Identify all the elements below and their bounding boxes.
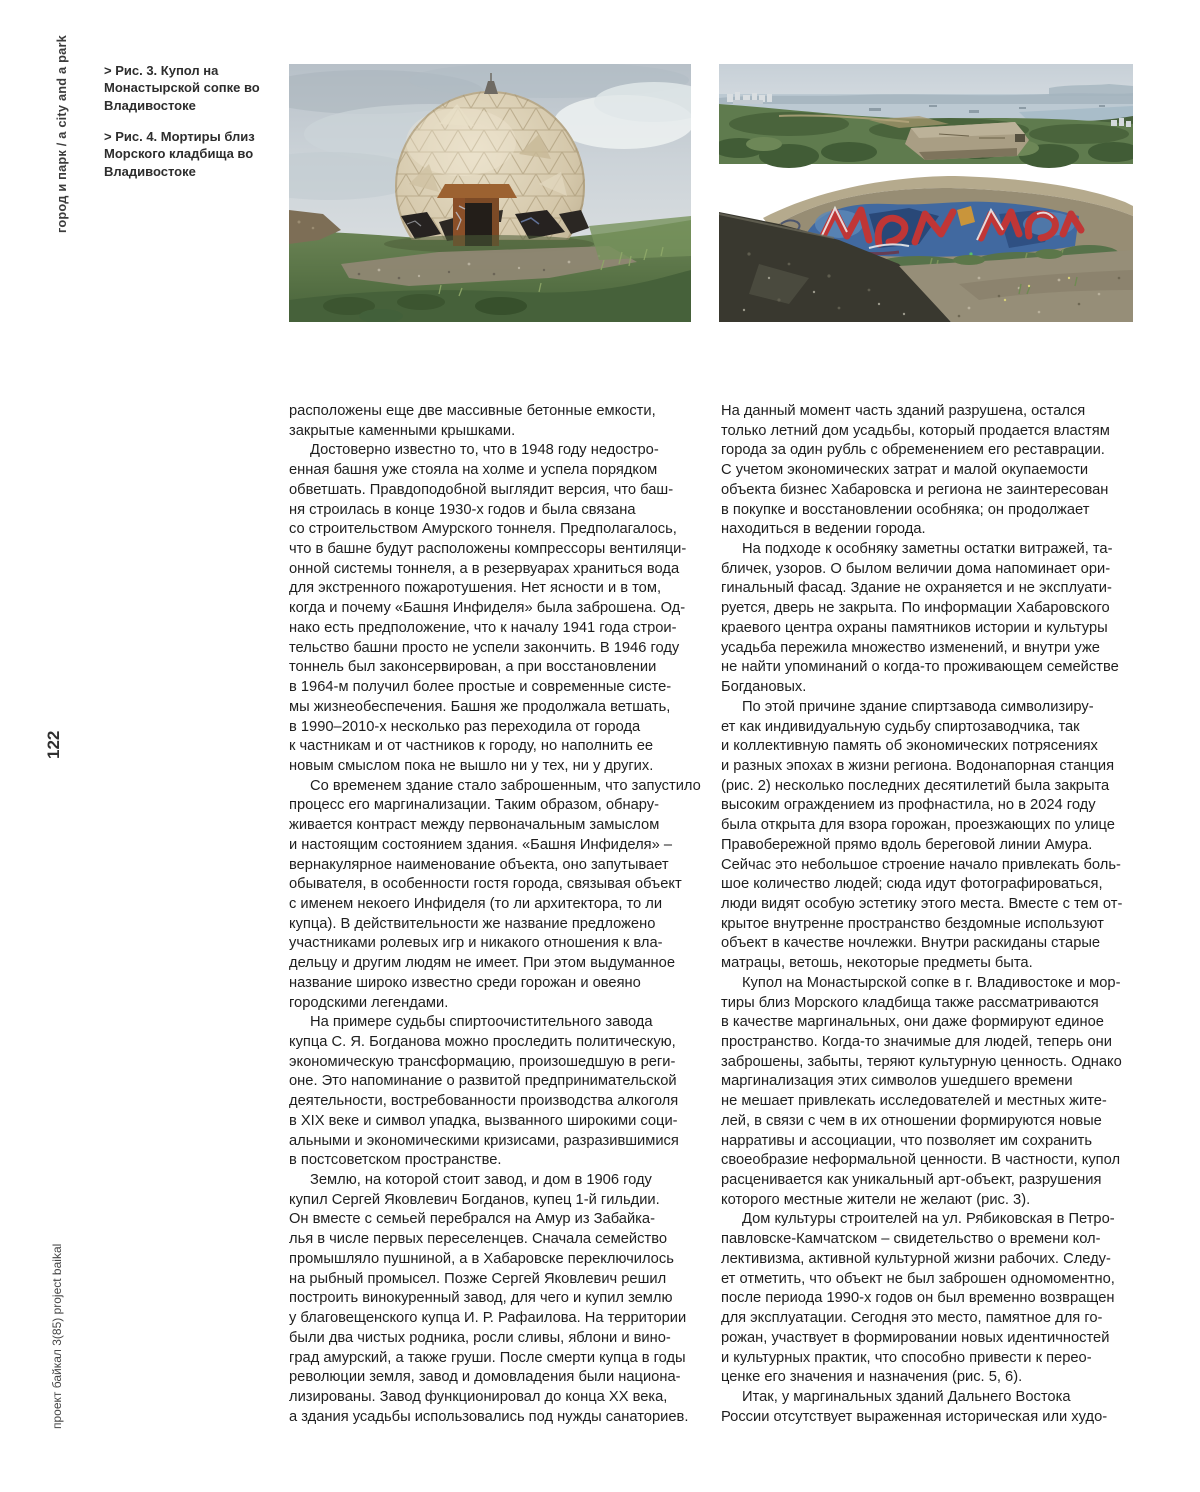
paragraph: Купол на Монастырской сопке в г. Владивостоке и мор- тиры близ Морского кладбища также рассматриваются в качестве маргинальных, они даже формируют единое пространство. Когда-то значимые для людей, теперь они заброшены, забыты, теряют культурную ценность. Однако маргинализация этих символов ушедшего времени не мешает привлекать исследователей и местных жите- лей, в связи с чем в их отношении формируются новые нарративы и ассоциации, что позволяет им сохранить своеобразие неформальной ценности. В частности, купол расценивается как уникальный арт-объект, разрушения которого местные жители не желают (рис. 3). bbox=[721, 974, 1122, 1208]
paragraph: Со временем здание стало заброшенным, что запустило процесс его маргинализации. Таким образом, обнару- живается контраст между первоначальным замыслом и настоящим состоянием здания. «Башня Инфиделя» – вернакулярное наименование объекта, оно запутывает обывателя, в особенности гостя города, связывая объект с именем некоего Инфиделя (то ли архитектора, то ли купца). В действительности же название предложено участниками ролевых игр и никакого отношения к вла- дельцу и другим людям не имеет. При этом выдуманное название широко известно среди горожан и овеяно городскими легендами. bbox=[289, 777, 701, 1011]
paragraph: расположены еще две массивные бетонные емкости, закрытые каменными крышками. bbox=[289, 403, 656, 439]
figure-caption-4: > Рис. 4. Мортиры близ Морского кладбища во Владивостоке bbox=[104, 129, 255, 179]
paragraph: Итак, у маргинальных зданий Дальнего Востока России отсутствует выраженная историческая или худо- bbox=[721, 1388, 1108, 1425]
paragraph: Достоверно известно то, что в 1948 году недостро- енная башня уже стояла на холме и успела порядком обветшать. Правдоподобной выглядит версия, что баш- ня строилась в конце 1930-х годов и была связана со строительством Амурского тоннеля. Предполагалось, что в башне будут расположены компрессоры вентиляци- онной системы тоннеля, а в резервуарах храниться вода для экстренного пожаротушения. Нет ясности и в том, когда и почему «Башня Инфиделя» была заброшена. Од- нако есть предположение, что к началу 1941 года строи- тельство башни просто не успели закончить. В 1946 году тоннель был законсервирован, а при восстановлении в 1964-м получил более простые и современные систе- мы жизнеобеспечения. Башня же продолжала ветшать, в 1990–2010-х несколько раз переходила от города к частникам и от частников к городу, но наполнить ее новым смыслом пока не вышло ни у тех, ни у других. bbox=[289, 442, 687, 774]
paragraph: На подходе к особняку заметны остатки витражей, та- бличек, узоров. О былом величии дома напоминает ори- гинальный фасад. Здание не охраняется и не эксплуати- руется, дверь не закрыта. По информации Хабаровского краевого центра охраны памятников истории и культуры усадьба пережила множество изменений, и внутри уже не найти упоминаний о когда-то проживающем семействе Богдановых. bbox=[721, 541, 1119, 696]
mortars-photo bbox=[719, 64, 1133, 322]
page-number: 122 bbox=[44, 730, 63, 759]
paragraph: Дом культуры строителей на ул. Рябиковская в Петро- павловске-Камчатском – свидетельство о времени кол- лективизма, активной культурной жизни рабочих. Следу- ет отметить, что объект не был заброшен одномоментно, после периода 1990-х годов он был временно возвращен для эксплуатации. Сегодня это место, памятное для го- рожан, участвует в формировании новых идентичностей и культурных практик, что способно привести к перео- ценке его значения и назначения (рис. 5, 6). bbox=[721, 1211, 1115, 1386]
figure-caption-3: > Рис. 3. Купол на Монастырской сопке во Владивостоке bbox=[104, 63, 260, 113]
article-right-column bbox=[721, 402, 1139, 1427]
concrete-block bbox=[905, 122, 1029, 160]
article-left-column bbox=[289, 402, 707, 1427]
mortars-photo-illustration bbox=[719, 64, 1133, 322]
journal-margin-label: проект байкал 3(85) project baikal bbox=[50, 1243, 64, 1429]
paragraph: На примере судьбы спиртоочистительного завода купца С. Я. Богданова можно проследить политическую, экономическую трансформацию, произошедшую в реги- оне. Это напоминание о развитой предпринимательской деятельности, востребованности производства алкоголя в XIX веке и символ упадка, вызванного широкими соци- альными и экономическими кризисами, разразившимися в постсоветском пространстве. bbox=[289, 1014, 679, 1169]
section-margin-label: город и парк / a city and a park bbox=[54, 35, 69, 233]
paragraph: Землю, на которой стоит завод, и дом в 1906 году купил Сергей Яковлевич Богданов, купец 1-й гильдии. Он вместе с семьей перебрался на Амур из Забайка- лья в числе первых переселенцев. Сначала семейство промышляло пушниной, а в Хабаровске переключилось на рыбный промысел. Позже Сергей Яковлевич решил построить винокуренный завод, для чего и купил землю у благовещенского купца И. Р. Рафаилова. На территории были два чистых родника, росли сливы, яблони и вино- град амурский, а также груши. После смерти купца в годы революции земля, завод и домовладения были национа- лизированы. Завод функционировал до конца XX века, а здания усадьбы использовались под нужды санаториев. bbox=[289, 1172, 689, 1425]
paragraph: По этой причине здание спиртзавода символизиру- ет как индивидуальную судьбу спиртозаводчика, так и коллективную память об экономических потрясениях и разных эпохах в жизни региона. Водонапорная станция (рис. 2) несколько последних десятилетий была закрыта высоким ограждением из профнастила, но в 2024 году была открыта для взора горожан, проезжающих по улице Правобережной прямо вдоль береговой линии Амура. Сейчас это небольшое строение начало привлекать боль- шое количество людей; сюда идут фотографироваться, люди видят особую эстетику этого места. Вместе с тем от- крытое внутренне пространство бездомные используют объект в качестве ночлежки. Внутри раскиданы старые матрацы, ветошь, некоторые предметы быта. bbox=[721, 698, 1123, 972]
dome-photo-illustration bbox=[289, 64, 691, 322]
door-canopy bbox=[437, 184, 517, 198]
dome-photo bbox=[289, 64, 691, 322]
paragraph: На данный момент часть зданий разрушена, остался только летний дом усадьбы, который продается властям города за один рубль с обременением его реставрации. С учетом экономических затрат и малой окупаемости объекта бизнес Хабаровска и региона не заинтересован в покупке и восстановлении особняка; он продолжает находиться в ведении города. bbox=[721, 403, 1110, 538]
